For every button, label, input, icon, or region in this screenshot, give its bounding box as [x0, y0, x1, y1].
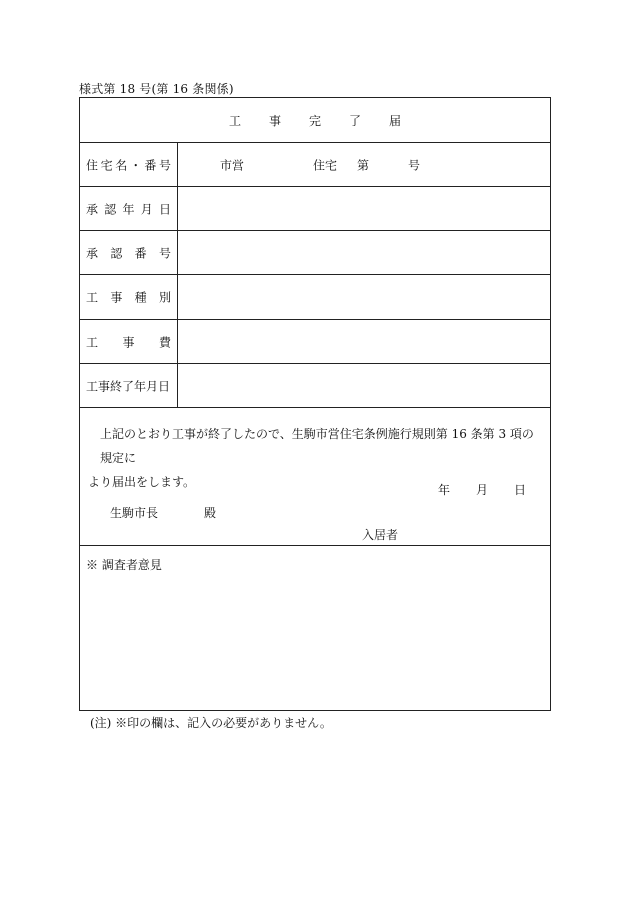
approval-number-label: 承 認 番 号 [86, 246, 171, 260]
form-title: 工 事 完 了 届 [228, 114, 402, 128]
declaration-section [80, 408, 550, 546]
housing-row [80, 143, 550, 187]
work-type-row [80, 275, 550, 320]
resident-signature-field[interactable]: 入居者 [362, 528, 399, 542]
housing-field[interactable] [178, 143, 550, 186]
footer-note: (注) ※印の欄は、記入の必要がありません。 [90, 716, 332, 730]
city-owned-text: 市営 [220, 158, 245, 172]
approval-date-label: 承 認 年 月 日 [86, 202, 171, 216]
housing-text: 住宅 [313, 158, 338, 172]
title-row [80, 98, 550, 143]
approval-number-row [80, 231, 550, 275]
completion-report-form [79, 97, 551, 711]
declaration-text: 上記のとおり工事が終了したので、生駒市営住宅条例施行規則第 16 条第 3 項の規定に より届出をします。 [88, 427, 534, 489]
number-prefix: 第 [357, 158, 370, 172]
completion-date-field[interactable] [178, 364, 550, 407]
work-cost-row [80, 320, 550, 364]
work-cost-field[interactable] [178, 320, 550, 363]
honorific: 殿 [204, 506, 217, 520]
approval-date-field[interactable] [178, 187, 550, 230]
form-number: 様式第 18 号(第 16 条関係) [79, 82, 234, 96]
housing-label: 住 宅 名 ・ 番 号 [86, 158, 171, 172]
work-type-label: 工 事 種 別 [86, 290, 171, 305]
work-cost-label: 工 事 費 [86, 335, 171, 349]
work-type-field[interactable] [178, 275, 550, 319]
inspector-opinion-label: ※ 調査者意見 [86, 558, 162, 572]
completion-date-row [80, 364, 550, 408]
submission-date[interactable]: 年 月 日 [438, 483, 527, 497]
mayor-addressee: 生駒市長 [110, 506, 159, 520]
number-suffix: 号 [408, 158, 421, 172]
completion-date-label: 工事終了年月日 [86, 379, 171, 393]
approval-number-field[interactable] [178, 231, 550, 274]
approval-date-row [80, 187, 550, 231]
